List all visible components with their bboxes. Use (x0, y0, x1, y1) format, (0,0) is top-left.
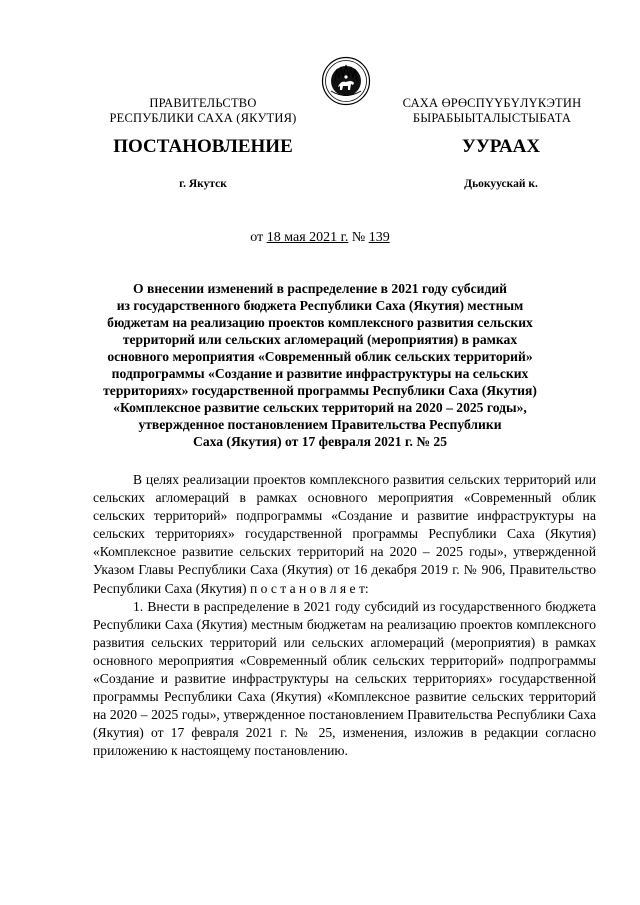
title-line: подпрограммы «Создание и развитие инфраструктуры на сельских (111, 366, 529, 381)
title-line: О внесении изменений в распределение в 2021 году субсидий (133, 281, 507, 296)
title-line: из государственного бюджета Республики Саха (Якутия) местным (116, 298, 524, 313)
doc-type-russian: ПОСТАНОВЛЕНИЕ (113, 136, 293, 157)
number-sign: № (351, 230, 366, 245)
org-name-russian (83, 96, 323, 126)
org-line: БЫРАБЫЫТАЛЫСТЫБАТА (412, 111, 572, 125)
preamble-paragraph (93, 471, 596, 598)
title-line: территориях» государственной программы Республики Саха (Якутия) (103, 383, 537, 398)
date-number-line (0, 230, 640, 246)
title-line: бюджетам на реализацию проектов комплексного развития сельских (107, 315, 533, 330)
title-line: утвержденное постановлением Правительства Республики (138, 417, 502, 432)
date-prefix: от (250, 230, 264, 245)
org-line: САХА ӨРӨСПҮҮБҮЛҮКЭТИН (402, 96, 582, 110)
title-line: основного мероприятия «Современный облик сельских территорий» (107, 349, 533, 364)
document-title (90, 280, 550, 450)
title-line: «Комплексное развитие сельских территорий на 2020 – 2025 годы», (113, 400, 527, 415)
title-line: территорий или сельских агломераций (мероприятия) в рамках (122, 332, 518, 347)
org-line: ПРАВИТЕЛЬСТВО (149, 96, 257, 110)
preamble-text: В целях реализации проектов комплексного развития сельских территорий или сельских агломераций в рамках основного мероприятия «Современный облик сельских территорий» подпрограммы «Создание и развитие инфраструктуры на сельских территориях» государственной программы Республики Саха (Якутия) «Комплексное развитие сельских территорий на 2020 – 2025 годы», утвержденной Указом Главы Республики Саха (Якутия) от 16 декабря 2019 г. № 906, Правительство Республики Саха (Якутия) (93, 472, 596, 596)
coat-of-arms-icon (321, 56, 371, 106)
document-date: 18 мая 2021 г. (266, 230, 349, 245)
org-line: РЕСПУБЛИКИ САХА (ЯКУТИЯ) (109, 111, 297, 125)
city-yakut: Дьокуускай к. (464, 178, 538, 190)
title-line: Саха (Якутия) от 17 февраля 2021 г. № 25 (193, 434, 447, 449)
item-1-paragraph: 1. Внести в распределение в 2021 году субсидий из государственного бюджета Республики Саха (Якутия) местным бюджетам на реализацию проектов комплексного развития сельских территорий или сельских агломераций (мероприятия) в рамках основного мероприятия «Современный облик сельских территорий» подпрограммы «Создание и развитие инфраструктуры на сельских территориях» государственной программы Республики Саха (Якутия) «Комплексное развитие сельских территорий на 2020 – 2025 годы», утвержденное постановлением Правительства Республики Саха (Якутия) от 17 февраля 2021 г. № 25, изменения, изложив в редакции согласно приложению к настоящему постановлению. (93, 598, 596, 759)
city-russian: г. Якутск (179, 178, 227, 190)
document-number: 139 (368, 230, 390, 245)
resolve-word: п о с т а н о в л я е т: (249, 580, 369, 596)
document-body (93, 471, 596, 761)
org-name-yakut (372, 96, 612, 126)
doc-type-yakut: УУРААХ (461, 136, 541, 157)
